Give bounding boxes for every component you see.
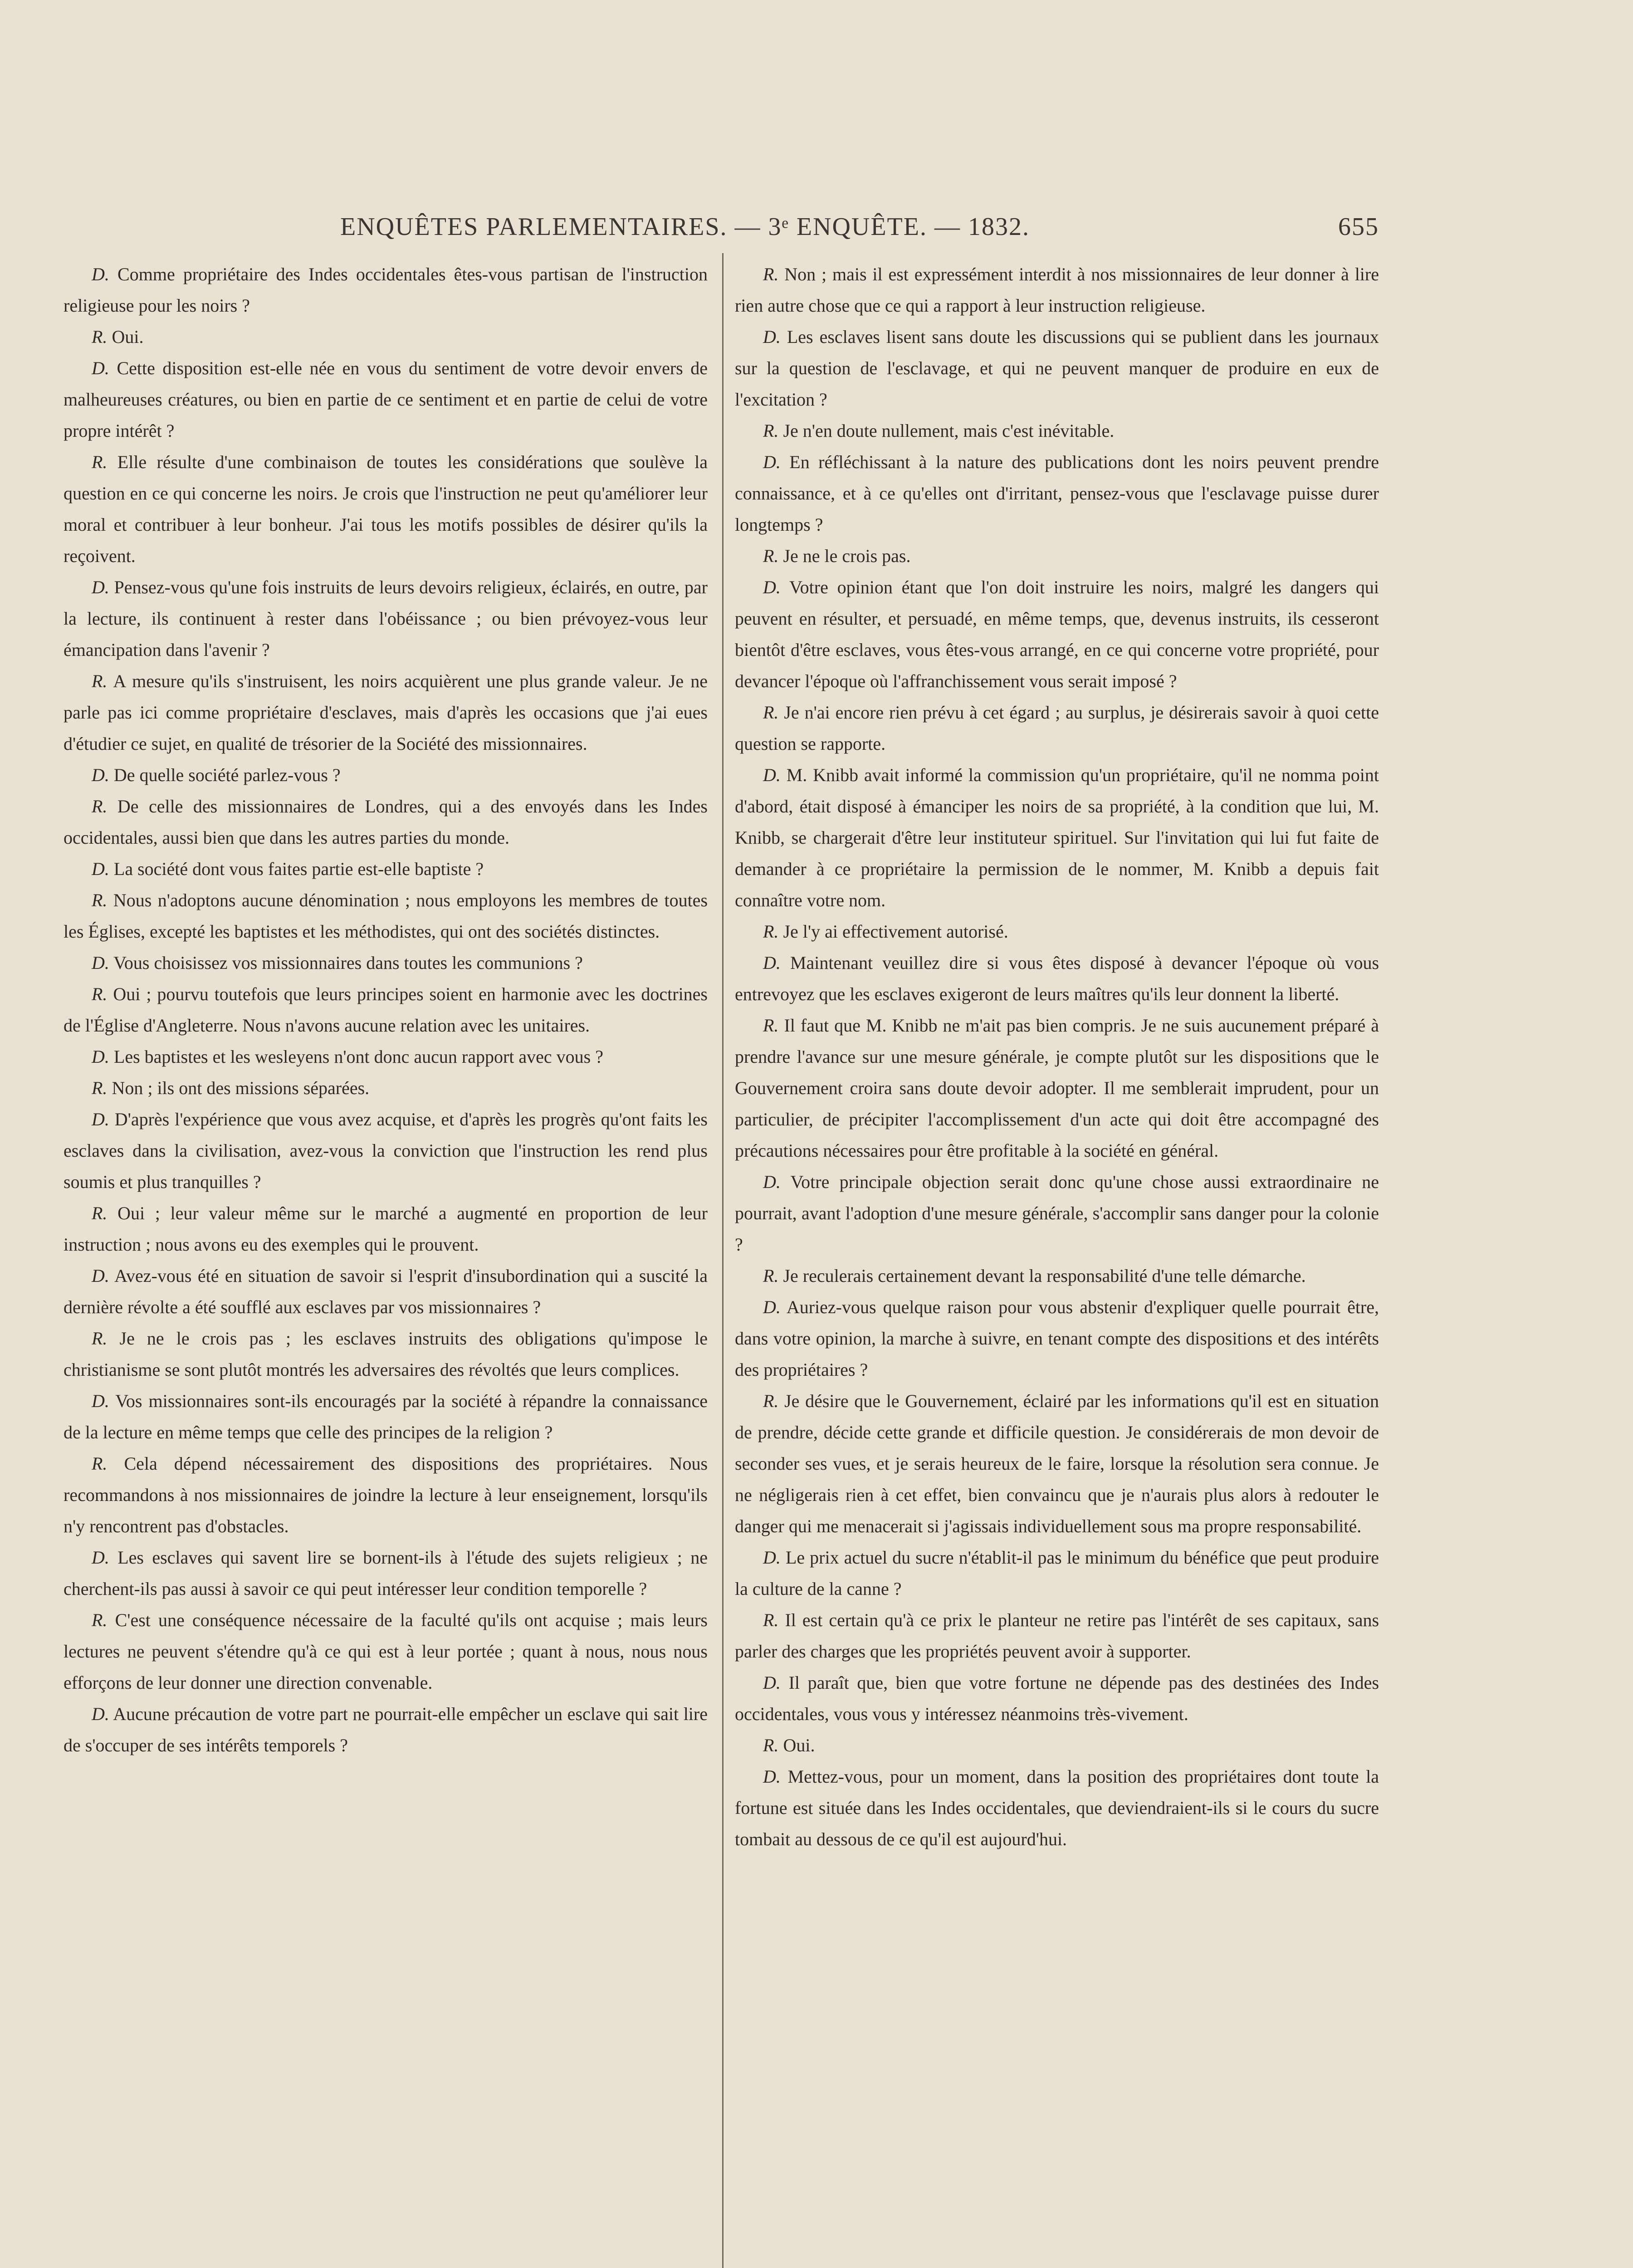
qa-paragraph: [735, 1291, 1379, 1385]
speaker-label: D.: [92, 1109, 109, 1129]
speaker-label: D.: [92, 1547, 109, 1568]
paragraph-text: Le prix actuel du sucre n'établit-il pas le minimum du bénéfice que peut produire la culture de la canne ?: [735, 1547, 1379, 1599]
paragraph-text: Je reculerais certainement devant la responsabilité d'une telle démarche.: [783, 1266, 1306, 1286]
paragraph-text: Je l'y ai effectivement autorisé.: [783, 921, 1008, 942]
qa-paragraph: [64, 1698, 708, 1761]
qa-paragraph: [735, 916, 1379, 947]
paragraph-text: C'est une conséquence nécessaire de la faculté qu'ils ont acquise ; mais leurs lectures ne peuvent s'étendre qu'à ce qui est à leur portée ; quant à nous, nous nous efforçons de leur donner une direction convenable.: [64, 1610, 708, 1693]
qa-paragraph: [735, 540, 1379, 572]
qa-paragraph: [735, 1010, 1379, 1166]
speaker-label: D.: [763, 1547, 781, 1568]
speaker-label: R.: [92, 671, 108, 691]
speaker-label: R.: [763, 1735, 779, 1755]
qa-paragraph: [735, 1166, 1379, 1260]
paragraph-text: Maintenant veuillez dire si vous êtes disposé à devancer l'époque où vous entrevoyez que les esclaves exigeront de leurs maîtres qu'ils leur donnent la liberté.: [735, 953, 1379, 1004]
speaker-label: D.: [92, 859, 109, 879]
paragraph-text: De quelle société parlez-vous ?: [113, 765, 341, 785]
paragraph-text: Oui.: [783, 1735, 815, 1755]
qa-paragraph: [64, 1041, 708, 1072]
speaker-label: D.: [92, 1391, 109, 1411]
paragraph-text: Il paraît que, bien que votre fortune ne dépende pas des destinées des Indes occidentales, vous vous y intéressez néanmoins très-vivement.: [735, 1672, 1379, 1724]
paragraph-text: Il faut que M. Knibb ne m'ait pas bien compris. Je ne suis aucunement préparé à prendre l'avance sur une mesure générale, je compte plutôt sur les dispositions que le Gouvernement croira sans doute devoir adopter. Il me semblerait imprudent, pour un particulier, de précipiter l'accomplissement d'un acte qui doit être accompagné des précautions nécessaires pour être profitable à la société en général.: [735, 1015, 1379, 1161]
speaker-label: D.: [763, 452, 781, 472]
qa-paragraph: [64, 1323, 708, 1385]
speaker-label: D.: [763, 577, 781, 597]
paragraph-text: Oui ; pourvu toutefois que leurs principes soient en harmonie avec les doctrines de l'Église d'Angleterre. Nous n'avons aucune relation avec les unitaires.: [64, 984, 708, 1036]
speaker-label: R.: [763, 1610, 779, 1630]
speaker-label: D.: [763, 327, 781, 347]
speaker-label: R.: [763, 1391, 779, 1411]
qa-paragraph: [64, 791, 708, 853]
speaker-label: R.: [763, 546, 779, 566]
speaker-label: R.: [763, 1266, 779, 1286]
speaker-label: R.: [763, 702, 779, 723]
paragraph-text: Les baptistes et les wesleyens n'ont donc aucun rapport avec vous ?: [113, 1046, 603, 1067]
paragraph-text: Nous n'adoptons aucune dénomination ; nous employons les membres de toutes les Églises, excepté les baptistes et les méthodistes, qui ont des sociétés distinctes.: [64, 890, 708, 942]
speaker-label: R.: [92, 796, 108, 816]
qa-paragraph: [735, 1730, 1379, 1761]
speaker-label: D.: [763, 1766, 781, 1787]
paragraph-text: Vos missionnaires sont-ils encouragés par la société à répandre la connaissance de la lecture en même temps que celle des principes de la religion ?: [64, 1391, 708, 1442]
qa-paragraph: [64, 572, 708, 665]
paragraph-text: Aucune précaution de votre part ne pourrait-elle empêcher un esclave qui sait lire de s'occuper de ses intérêts temporels ?: [64, 1704, 708, 1755]
page-number: 655: [1338, 213, 1379, 241]
paragraph-text: Vous choisissez vos missionnaires dans toutes les communions ?: [113, 953, 583, 973]
speaker-label: R.: [92, 1610, 108, 1630]
paragraph-text: De celle des missionnaires de Londres, qui a des envoyés dans les Indes occidentales, aussi bien que dans les autres parties du monde.: [64, 796, 708, 848]
qa-paragraph: [735, 259, 1379, 321]
speaker-label: R.: [92, 452, 108, 472]
paragraph-text: Cette disposition est-elle née en vous du sentiment de votre devoir envers de malheureuses créatures, ou bien en partie de ce sentiment et en partie de celui de votre propre intérêt ?: [64, 358, 708, 441]
paragraph-text: Votre opinion étant que l'on doit instruire les noirs, malgré les dangers qui peuvent en résulter, et persuadé, en même temps, que, devenus instruits, ils cesseront bientôt d'être esclaves, vous êtes-vous arrangé, en ce qui concerne votre propriété, pour devancer l'époque où l'affranchissement vous serait imposé ?: [735, 577, 1379, 691]
qa-paragraph: [735, 947, 1379, 1010]
right-column: [735, 259, 1379, 1855]
paragraph-text: Elle résulte d'une combinaison de toutes les considérations que soulève la question en ce qui concerne les noirs. Je crois que l'instruction ne peut qu'améliorer leur moral et contribuer à leur bonheur. J'ai tous les motifs possibles de désirer qu'ils la reçoivent.: [64, 452, 708, 566]
speaker-label: R.: [763, 1015, 779, 1036]
speaker-label: D.: [763, 765, 781, 785]
speaker-label: D.: [92, 765, 109, 785]
qa-paragraph: [64, 259, 708, 321]
speaker-label: R.: [92, 1078, 108, 1098]
paragraph-text: Oui.: [112, 327, 144, 347]
qa-paragraph: [64, 1604, 708, 1698]
paragraph-text: En réfléchissant à la nature des publications dont les noirs peuvent prendre connaissance, et à ce qu'elles ont d'irritant, pensez-vous que l'esclavage puisse durer longtemps ?: [735, 452, 1379, 535]
qa-paragraph: [64, 352, 708, 446]
speaker-label: D.: [92, 1266, 109, 1286]
paragraph-text: A mesure qu'ils s'instruisent, les noirs acquièrent une plus grande valeur. Je ne parle pas ici comme propriétaire d'esclaves, mais d'après les occasions que j'ai eues d'étudier ce sujet, en qualité de trésorier de la Société des missionnaires.: [64, 671, 708, 754]
speaker-label: R.: [92, 1203, 108, 1223]
speaker-label: D.: [92, 358, 109, 378]
paragraph-text: Oui ; leur valeur même sur le marché a augmenté en proportion de leur instruction ; nous avons eu des exemples qui le prouvent.: [64, 1203, 708, 1255]
qa-paragraph: [64, 853, 708, 885]
qa-paragraph: [735, 1667, 1379, 1730]
qa-paragraph: [64, 1198, 708, 1260]
qa-paragraph: [735, 759, 1379, 916]
paragraph-text: Il est certain qu'à ce prix le planteur ne retire pas l'intérêt de ses capitaux, sans parler des charges que les propriétés peuvent avoir à supporter.: [735, 1610, 1379, 1662]
qa-paragraph: [64, 759, 708, 791]
qa-paragraph: [735, 1385, 1379, 1542]
speaker-label: R.: [763, 420, 779, 441]
qa-paragraph: [735, 1604, 1379, 1667]
paragraph-text: Auriez-vous quelque raison pour vous abstenir d'expliquer quelle pourrait être, dans votre opinion, la marche à suivre, en tenant compte des dispositions et des intérêts des propriétaires ?: [735, 1297, 1379, 1380]
paragraph-text: Avez-vous été en situation de savoir si l'esprit d'insubordination qui a suscité la dernière révolte a été soufflé aux esclaves par vos missionnaires ?: [64, 1266, 708, 1317]
paragraph-text: Mettez-vous, pour un moment, dans la position des propriétaires dont toute la fortune est située dans les Indes occidentales, que deviendraient-ils si le cours du sucre tombait au dessous de ce qu'il est aujourd'hui.: [735, 1766, 1379, 1849]
paragraph-text: Non ; mais il est expressément interdit à nos missionnaires de leur donner à lire rien autre chose que ce qui a rapport à leur instruction religieuse.: [735, 264, 1379, 316]
qa-paragraph: [64, 1104, 708, 1198]
speaker-label: D.: [763, 1172, 781, 1192]
qa-paragraph: [64, 1542, 708, 1604]
speaker-label: D.: [763, 953, 781, 973]
qa-paragraph: [64, 321, 708, 352]
qa-paragraph: [735, 572, 1379, 697]
speaker-label: D.: [763, 1297, 781, 1317]
paragraph-text: Les esclaves lisent sans doute les discussions qui se publient dans les journaux sur la question de l'esclavage, et qui ne peuvent manquer de produire en eux de l'excitation ?: [735, 327, 1379, 410]
paragraph-text: Cela dépend nécessairement des dispositions des propriétaires. Nous recommandons à nos missionnaires de joindre la lecture à leur enseignement, lorsqu'ils n'y rencontrent pas d'obstacles.: [64, 1453, 708, 1536]
speaker-label: D.: [92, 264, 109, 284]
speaker-label: R.: [763, 921, 779, 942]
qa-paragraph: [64, 978, 708, 1041]
qa-paragraph: [735, 697, 1379, 759]
qa-paragraph: [64, 665, 708, 759]
paragraph-text: M. Knibb avait informé la commission qu'un propriétaire, qu'il ne nomma point d'abord, était disposé à émanciper les noirs de sa propriété, à la condition que lui, M. Knibb, se chargerait d'être leur instituteur spirituel. Sur l'invitation qui lui fut faite de demander à ce propriétaire la permission de le nommer, M. Knibb a depuis fait connaître votre nom.: [735, 765, 1379, 910]
header-title: ENQUÊTES PARLEMENTAIRES. — 3ᵉ ENQUÊTE. — 1832.: [340, 213, 1030, 241]
speaker-label: D.: [92, 577, 109, 597]
qa-paragraph: [64, 1448, 708, 1542]
qa-paragraph: [735, 415, 1379, 446]
qa-paragraph: [64, 1260, 708, 1323]
qa-paragraph: [735, 1542, 1379, 1604]
speaker-label: R.: [763, 264, 779, 284]
paragraph-text: Je désire que le Gouvernement, éclairé par les informations qu'il est en situation de prendre, décide cette grande et difficile question. Je considérerais de mon devoir de seconder ses vues, et je serais heureux de le faire, lorsque la résolution sera connue. Je ne négligerais rien à cet effet, bien convaincu que je n'aurais plus alors à redouter le danger qui me menacerait si j'agissais individuellement sous ma propre responsabilité.: [735, 1391, 1379, 1536]
qa-paragraph: [64, 1072, 708, 1104]
paragraph-text: Les esclaves qui savent lire se bornent-ils à l'étude des sujets religieux ; ne cherchent-ils pas aussi à savoir ce qui peut intéresser leur condition temporelle ?: [64, 1547, 708, 1599]
qa-paragraph: [735, 321, 1379, 415]
speaker-label: R.: [92, 984, 108, 1004]
paragraph-text: La société dont vous faites partie est-elle baptiste ?: [113, 859, 484, 879]
paragraph-text: Je n'ai encore rien prévu à cet égard ; au surplus, je désirerais savoir à quoi cette question se rapporte.: [735, 702, 1379, 754]
column-divider: [722, 253, 724, 2268]
qa-paragraph: [64, 446, 708, 572]
left-column: [64, 259, 708, 1761]
speaker-label: D.: [92, 1046, 109, 1067]
paragraph-text: Je ne le crois pas.: [783, 546, 911, 566]
speaker-label: D.: [92, 1704, 109, 1724]
speaker-label: D.: [92, 953, 109, 973]
qa-paragraph: [64, 885, 708, 947]
paragraph-text: Je n'en doute nullement, mais c'est inévitable.: [783, 420, 1115, 441]
paragraph-text: Je ne le crois pas ; les esclaves instruits des obligations qu'impose le christianisme se sont plutôt montrés les adversaires des révoltés que leurs complices.: [64, 1328, 708, 1380]
speaker-label: R.: [92, 327, 108, 347]
qa-paragraph: [64, 947, 708, 978]
speaker-label: R.: [92, 1328, 108, 1349]
paragraph-text: Votre principale objection serait donc qu'une chose aussi extraordinaire ne pourrait, avant l'adoption d'une mesure générale, s'accomplir sans danger pour la colonie ?: [735, 1172, 1379, 1255]
paragraph-text: D'après l'expérience que vous avez acquise, et d'après les progrès qu'ont faits les esclaves dans la civilisation, avez-vous la conviction que l'instruction les rend plus soumis et plus tranquilles ?: [64, 1109, 708, 1192]
speaker-label: R.: [92, 1453, 108, 1474]
speaker-label: D.: [763, 1672, 781, 1693]
speaker-label: R.: [92, 890, 108, 910]
qa-paragraph: [735, 1761, 1379, 1855]
qa-paragraph: [735, 1260, 1379, 1291]
qa-paragraph: [64, 1385, 708, 1448]
paragraph-text: Comme propriétaire des Indes occidentales êtes-vous partisan de l'instruction religieuse pour les noirs ?: [64, 264, 708, 316]
qa-paragraph: [735, 446, 1379, 540]
paragraph-text: Pensez-vous qu'une fois instruits de leurs devoirs religieux, éclairés, en outre, par la lecture, ils continuent à rester dans l'obéissance ; ou bien prévoyez-vous leur émancipation dans l'avenir ?: [64, 577, 708, 660]
paragraph-text: Non ; ils ont des missions séparées.: [112, 1078, 370, 1098]
